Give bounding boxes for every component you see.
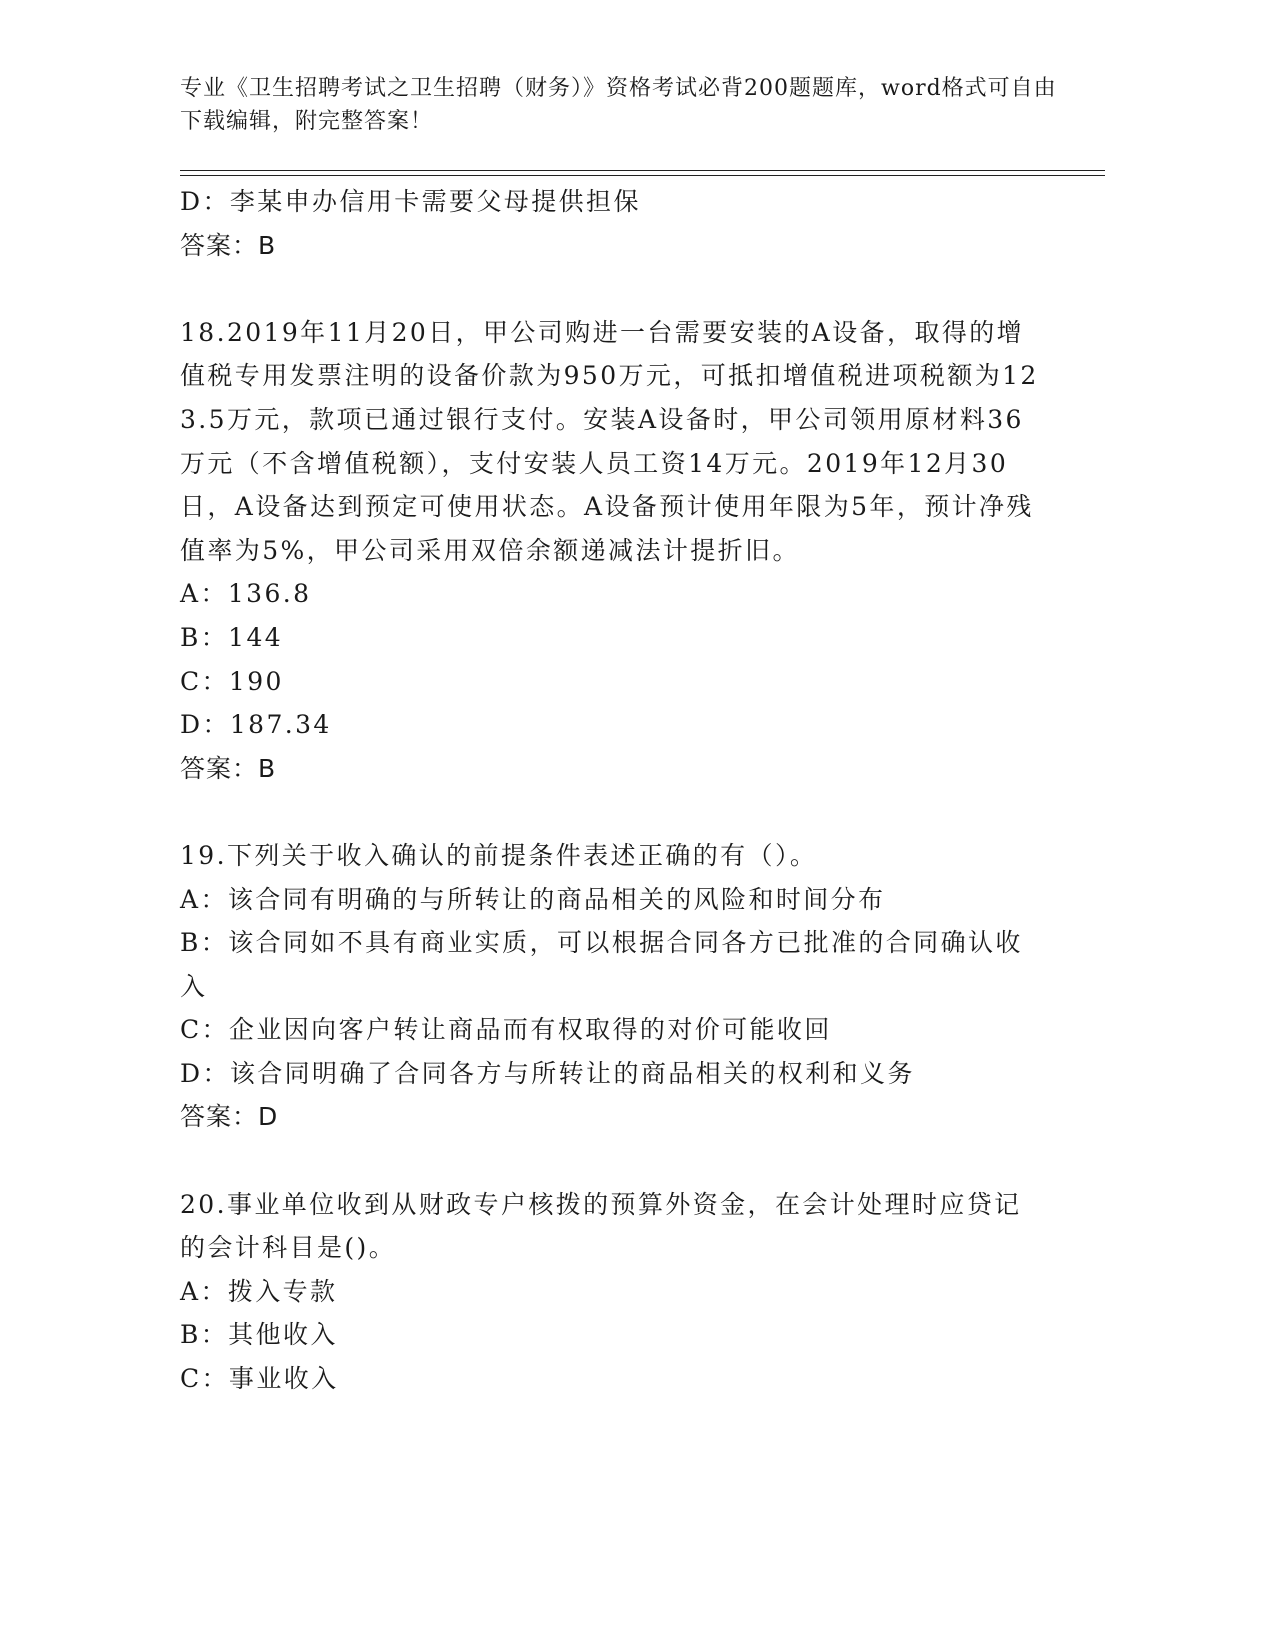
- answer-line: 答案：D: [180, 1102, 279, 1132]
- page-header: [180, 72, 1060, 138]
- header-divider: [180, 170, 1105, 176]
- spacer: [180, 790, 1040, 834]
- answer-line: 答案：B: [180, 230, 277, 260]
- header-title: 专业《卫生招聘考试之卫生招聘（财务）》资格考试必背200题题库，word格式可自由下载编辑，附完整答案！: [180, 76, 1057, 134]
- option-d: D：该合同明确了合同各方与所转让的商品相关的权利和义务: [180, 1058, 915, 1088]
- option-d: D：李某申办信用卡需要父母提供担保: [180, 187, 641, 216]
- option-d: D：187.34: [180, 710, 332, 740]
- option-a: A：该合同有明确的与所转让的商品相关的风险和时间分布: [180, 884, 886, 914]
- question-stem: 20.事业单位收到从财政专户核拨的预算外资金，在会计处理时应贷记的会计科目是()。: [180, 1189, 1022, 1263]
- spacer: [180, 267, 1040, 311]
- option-a: A：拨入专款: [180, 1276, 338, 1306]
- question-fragment: [180, 180, 1040, 267]
- option-b: B：144: [180, 622, 284, 652]
- question-19: [180, 834, 1040, 1139]
- option-b: B：其他收入: [180, 1320, 338, 1350]
- document-body: [180, 180, 1040, 1401]
- option-c: C：190: [180, 666, 284, 696]
- option-a: A：136.8: [180, 579, 312, 609]
- option-b: B：该合同如不具有商业实质，可以根据合同各方已批准的合同确认收入: [180, 928, 1023, 1001]
- spacer: [180, 1139, 1040, 1183]
- option-c: C：企业因向客户转让商品而有权取得的对价可能收回: [180, 1015, 832, 1045]
- question-stem: 18.2019年11月20日，甲公司购进一台需要安装的A设备，取得的增值税专用发票注明的设备价款为950万元，可抵扣增值税进项税额为123.5万元，款项已通过银行支付。安装A设备时，甲公司领用原材料36万元（不含增值税额），支付安装人员工资14万元。2019年12月30日，A设备达到预定可使用状态。A设备预计使用年限为5年，预计净残值率为5%，甲公司采用双倍余额递减法计提折旧。: [180, 317, 1039, 565]
- option-c: C：事业收入: [180, 1364, 339, 1394]
- answer-line: 答案：B: [180, 753, 277, 783]
- question-20: [180, 1183, 1040, 1401]
- question-18: [180, 311, 1040, 791]
- question-stem: 19.下列关于收入确认的前提条件表述正确的有（）。: [180, 840, 818, 870]
